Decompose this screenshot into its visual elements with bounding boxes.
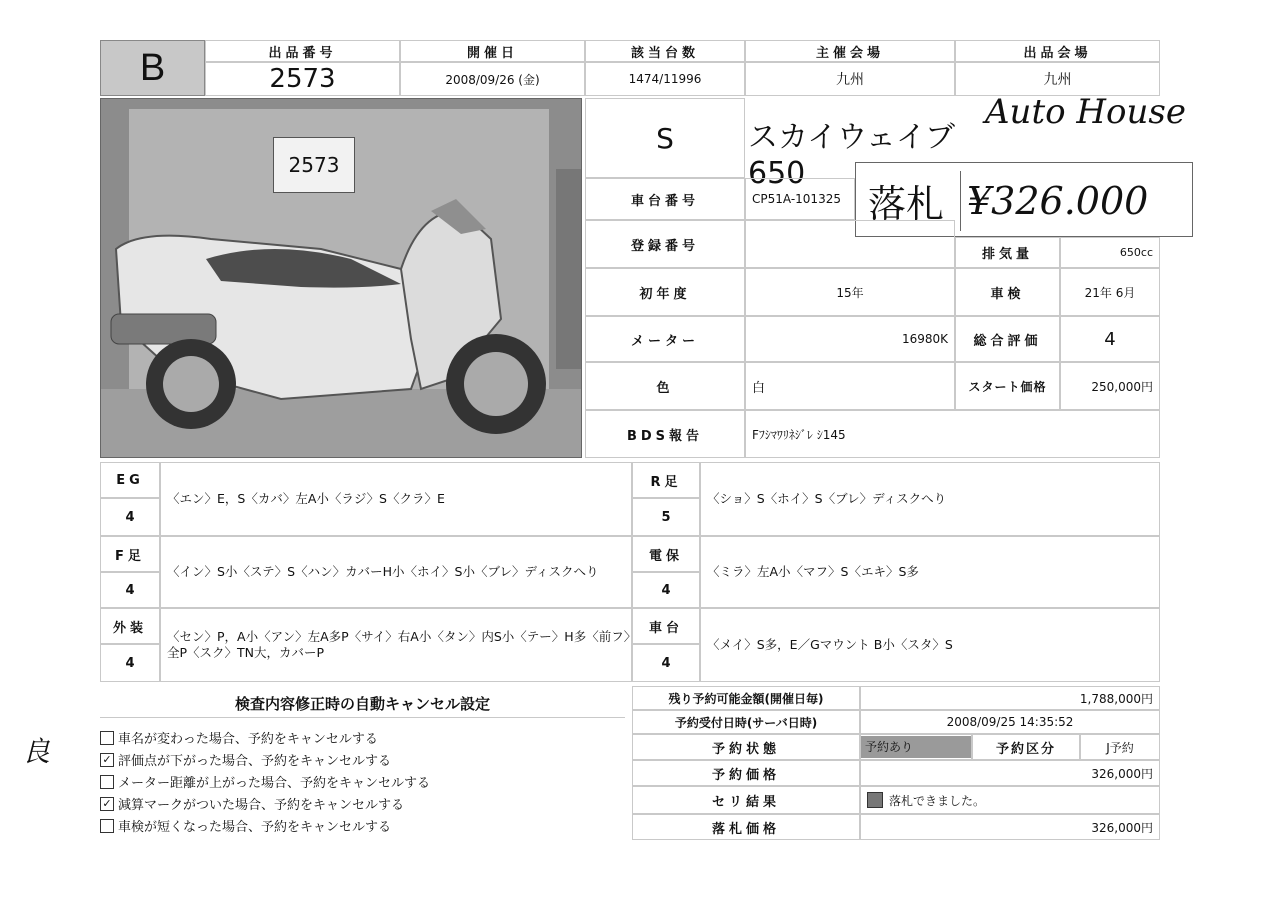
lot-label: 出品番号 [205,40,400,62]
lot-number: 2573 [205,62,400,96]
handwritten-price: ¥326.000 [960,171,1192,231]
cond-frame-note: 〈メイ〉S多，E／Gマウント B小〈スタ〉S [700,608,1160,682]
result-value-cell [860,786,1160,814]
displacement-label: 排気量 [955,237,1060,268]
chassis-label: 車台番号 [585,178,745,220]
overall-value: 4 [1060,316,1160,362]
type-label: 予約区分 [972,734,1080,760]
type-value: J予約 [1080,734,1160,760]
status-value-cell [860,734,972,760]
venue-label: 出品会場 [955,40,1160,62]
auction-grade: B [139,46,166,89]
cond-eg-label: EG [100,462,160,498]
cancel-option-4-checkbox[interactable]: ✓ [100,797,114,811]
cancel-option-1-checkbox[interactable] [100,731,114,745]
year-label: 初年度 [585,268,745,316]
count-value: 1474/11996 [585,62,745,96]
price-value: 326,000円 [860,760,1160,786]
grade-box [100,40,205,96]
year-value: 15年 [745,268,955,316]
cond-ffoot-score: 4 [100,572,160,608]
margin-handwritten-mark: 良 [22,735,51,768]
cond-electric-score: 4 [632,572,700,608]
count-label: 該当台数 [585,40,745,62]
date-value: 2008/09/26 (金) [400,62,585,96]
bds-label: BDS報告 [585,410,745,458]
reg-value [745,220,955,268]
cond-exterior-label: 外装 [100,608,160,644]
photo-plate-number: 2573 [288,153,340,177]
result-label: セリ結果 [632,786,860,814]
sold-stamp: 落札 [867,181,944,226]
cond-eg-score: 4 [100,498,160,536]
cancel-option-1-label: 車名が変わった場合、予約をキャンセルする [118,732,378,747]
cond-rfoot-score: 5 [632,498,700,536]
cancel-option-2-checkbox[interactable]: ✓ [100,753,114,767]
vehicle-grade: S [585,98,745,178]
displacement-value: 650cc [1060,237,1160,268]
handwritten-buyer: Auto House [985,92,1186,132]
host-value: 九州 [745,62,955,96]
cancel-option-3-label: メーター距離が上がった場合、予約をキャンセルする [118,776,431,791]
sold-price-value: 326,000円 [860,814,1160,840]
cond-frame-label: 車台 [632,608,700,644]
inspection-label: 車検 [955,268,1060,316]
cond-exterior-note: 〈セン〉P，A小〈アン〉左A多P〈サイ〉右A小〈タン〉内S小〈テー〉H多〈前フ〉全P〈スク〉TN大，カバーP [160,608,632,682]
cond-rfoot-note: 〈ショ〉S〈ホイ〉S〈ブレ〉ディスクへり [700,462,1160,536]
reg-label: 登録番号 [585,220,745,268]
cond-electric-label: 電保 [632,536,700,572]
cancel-option-5[interactable] [100,816,391,835]
host-label: 主催会場 [745,40,955,62]
cancel-option-2-label: 評価点が下がった場合、予約をキャンセルする [118,754,392,769]
cond-rfoot-label: R足 [632,462,700,498]
start-price-label: スタート価格 [955,362,1060,410]
meter-value: 16980K [745,316,955,362]
venue-value: 九州 [955,62,1160,96]
cond-ffoot-label: F足 [100,536,160,572]
cancel-option-3-checkbox[interactable] [100,775,114,789]
received-value: 2008/09/25 14:35:52 [860,710,1160,734]
gavel-icon [867,792,883,808]
photo-plate [273,137,355,193]
cancel-option-5-checkbox[interactable] [100,819,114,833]
cond-frame-score: 4 [632,644,700,682]
vehicle-model: スカイウェイブ 650 [748,120,955,191]
cond-ffoot-note: 〈イン〉S小〈ステ〉S〈ハン〉カバーH小〈ホイ〉S小〈ブレ〉ディスクへり [160,536,632,608]
cancel-option-1[interactable] [100,728,378,747]
chassis-value: CP51A-101325 [745,178,855,220]
cancel-option-2[interactable] [100,750,391,769]
inspection-value: 21年 6月 [1060,268,1160,316]
color-value: 白 [745,362,955,410]
received-label: 予約受付日時(サーバ日時) [632,710,860,734]
bds-value: Fﾌｼﾏﾜﾘﾈｼﾞﾚ ｼ145 [745,410,1160,458]
cancel-option-4[interactable] [100,794,404,813]
overall-label: 総合評価 [955,316,1060,362]
remaining-value: 1,788,000円 [860,686,1160,710]
status-label: 予約状態 [632,734,860,760]
price-label: 予約価格 [632,760,860,786]
cancel-option-5-label: 車検が短くなった場合、予約をキャンセルする [118,820,392,835]
start-price-value: 250,000円 [1060,362,1160,410]
vehicle-photo [100,98,582,458]
cancel-title: 検査内容修正時の自動キャンセル設定 [100,690,625,718]
cancel-option-3[interactable] [100,772,430,791]
date-label: 開催日 [400,40,585,62]
cancel-option-4-label: 減算マークがついた場合、予約をキャンセルする [118,798,405,813]
result-value: 落札できました。 [889,793,986,808]
cond-electric-note: 〈ミラ〉左A小〈マフ〉S〈エキ〉S多 [700,536,1160,608]
remaining-label: 残り予約可能金額(開催日毎) [632,686,860,710]
cond-exterior-score: 4 [100,644,160,682]
meter-label: メーター [585,316,745,362]
cond-eg-note: 〈エン〉E，S〈カバ〉左A小〈ラジ〉S〈クラ〉E [160,462,632,536]
sold-price-label: 落札価格 [632,814,860,840]
status-value: 予約あり [861,736,971,758]
color-label: 色 [585,362,745,410]
